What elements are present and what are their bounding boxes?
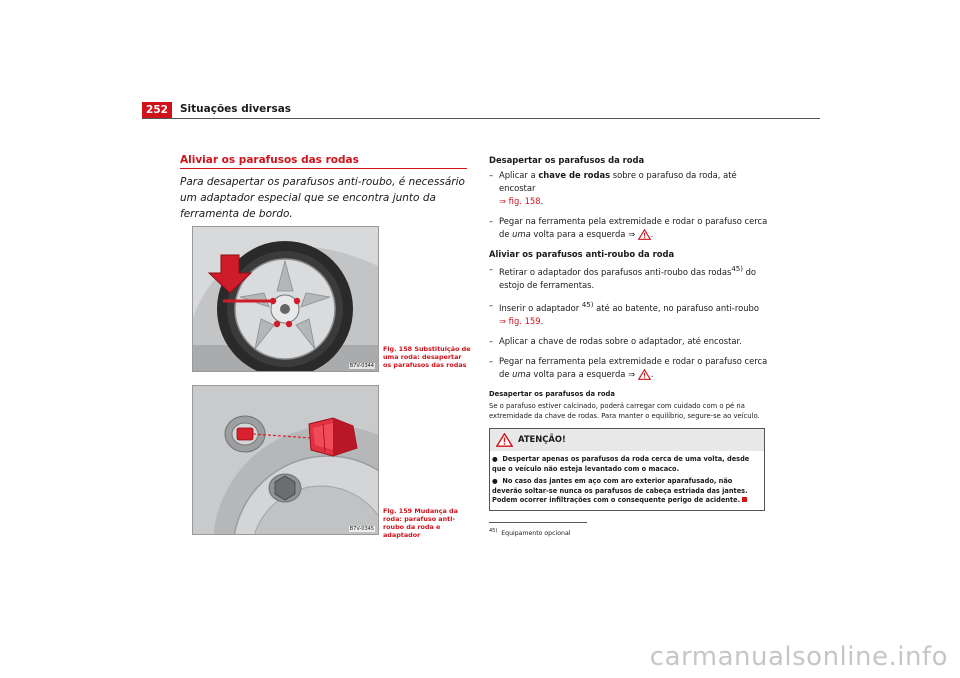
adapter-illustration <box>193 386 379 535</box>
procedure-1-title: Desapertar os parafusos da roda <box>489 155 645 165</box>
warning-item-2: ● No caso das jantes em aço com aro exterior aparafusado, não deverão soltar-se nunca os parafusos de cabeça estriada das jantes. Podem ocorrer infiltrações com o consequente perigo de acidente. <box>492 477 748 504</box>
header-rule <box>142 118 820 119</box>
footnote-rule <box>489 522 587 523</box>
procedure-2-title: Aliviar os parafusos anti-roubo da roda <box>489 249 675 259</box>
running-head: Situações diversas <box>180 103 292 115</box>
figure-159-adapter <box>192 385 379 535</box>
fig-159-link[interactable]: ⇒ fig. 159 <box>499 315 541 326</box>
warning-item-1: ● Despertar apenas os parafusos da roda cerca de uma volta, desde que o veículo não esteja levantado com o macaco. <box>492 455 750 473</box>
note-title: Desapertar os parafusos da roda <box>489 389 615 398</box>
wheel-illustration <box>193 227 379 372</box>
watermark: carmanualsonline.info <box>649 642 948 672</box>
page-number: 252 <box>142 102 172 119</box>
warning-items <box>492 455 764 509</box>
procedure-1-step-1: – Aplicar a chave de rodas sobre o parafuso da roda, até encostar ⇒ fig. 158. <box>489 170 737 206</box>
figure-code: B7V-0344 <box>349 363 374 369</box>
footnote: $^{45)}$ Equipamento opcional <box>489 528 571 538</box>
fig-158-link[interactable]: ⇒ fig. 158 <box>499 196 541 206</box>
warning-triangle-icon <box>638 229 651 240</box>
end-mark-icon <box>742 497 747 502</box>
procedure-2-step-3: – Aplicar a chave de rodas sobre o adaptador, até encostar. <box>489 335 742 346</box>
procedure-column <box>489 154 769 421</box>
section-rule <box>180 168 467 169</box>
warning-triangle-icon <box>638 369 651 380</box>
note-text: Se o parafuso estiver calcinado, poderá carregar com cuidado com o pé na extremidade da chave de rodas. Para manter o equilíbrio, segure-se ao veículo. <box>489 401 760 420</box>
intro-paragraph: Para desapertar os parafusos anti-roubo, é necessário um adaptador especial que se encontra junto da ferramenta de bordo. <box>180 176 465 220</box>
procedure-2-step-2: – Inserir o adaptador $^{45)}$ até ao batente, no parafuso anti-roubo ⇒ fig. 159. <box>489 299 759 326</box>
procedure-1-step-2: – Pegar na ferramenta pela extremidade e rodar o parafuso cerca de uma volta para a esquerda ⇒ . <box>489 216 768 239</box>
warning-icon <box>496 433 513 447</box>
procedure-2-step-4: – Pegar na ferramenta pela extremidade e rodar o parafuso cerca de uma volta para a esquerda ⇒ . <box>489 355 768 379</box>
figure-158-caption: Fig. 158 Substituição de uma roda: desapertar os parafusos das rodas <box>383 345 471 369</box>
figure-159-caption: Fig. 159 Mudança da roda: parafuso anti-roubo da roda e adaptador <box>383 507 458 539</box>
section-title: Aliviar os parafusos das rodas <box>180 154 359 166</box>
warning-title: ATENÇÃO! <box>518 434 566 444</box>
warning-box <box>489 428 765 511</box>
figure-code: B7V-0345 <box>349 526 374 532</box>
figure-158-wheel-wrench <box>192 226 379 372</box>
procedure-2-step-1: – Retirar o adaptador dos parafusos anti-roubo das rodas$^{45)}$ do estojo de ferramentas. <box>489 264 757 290</box>
